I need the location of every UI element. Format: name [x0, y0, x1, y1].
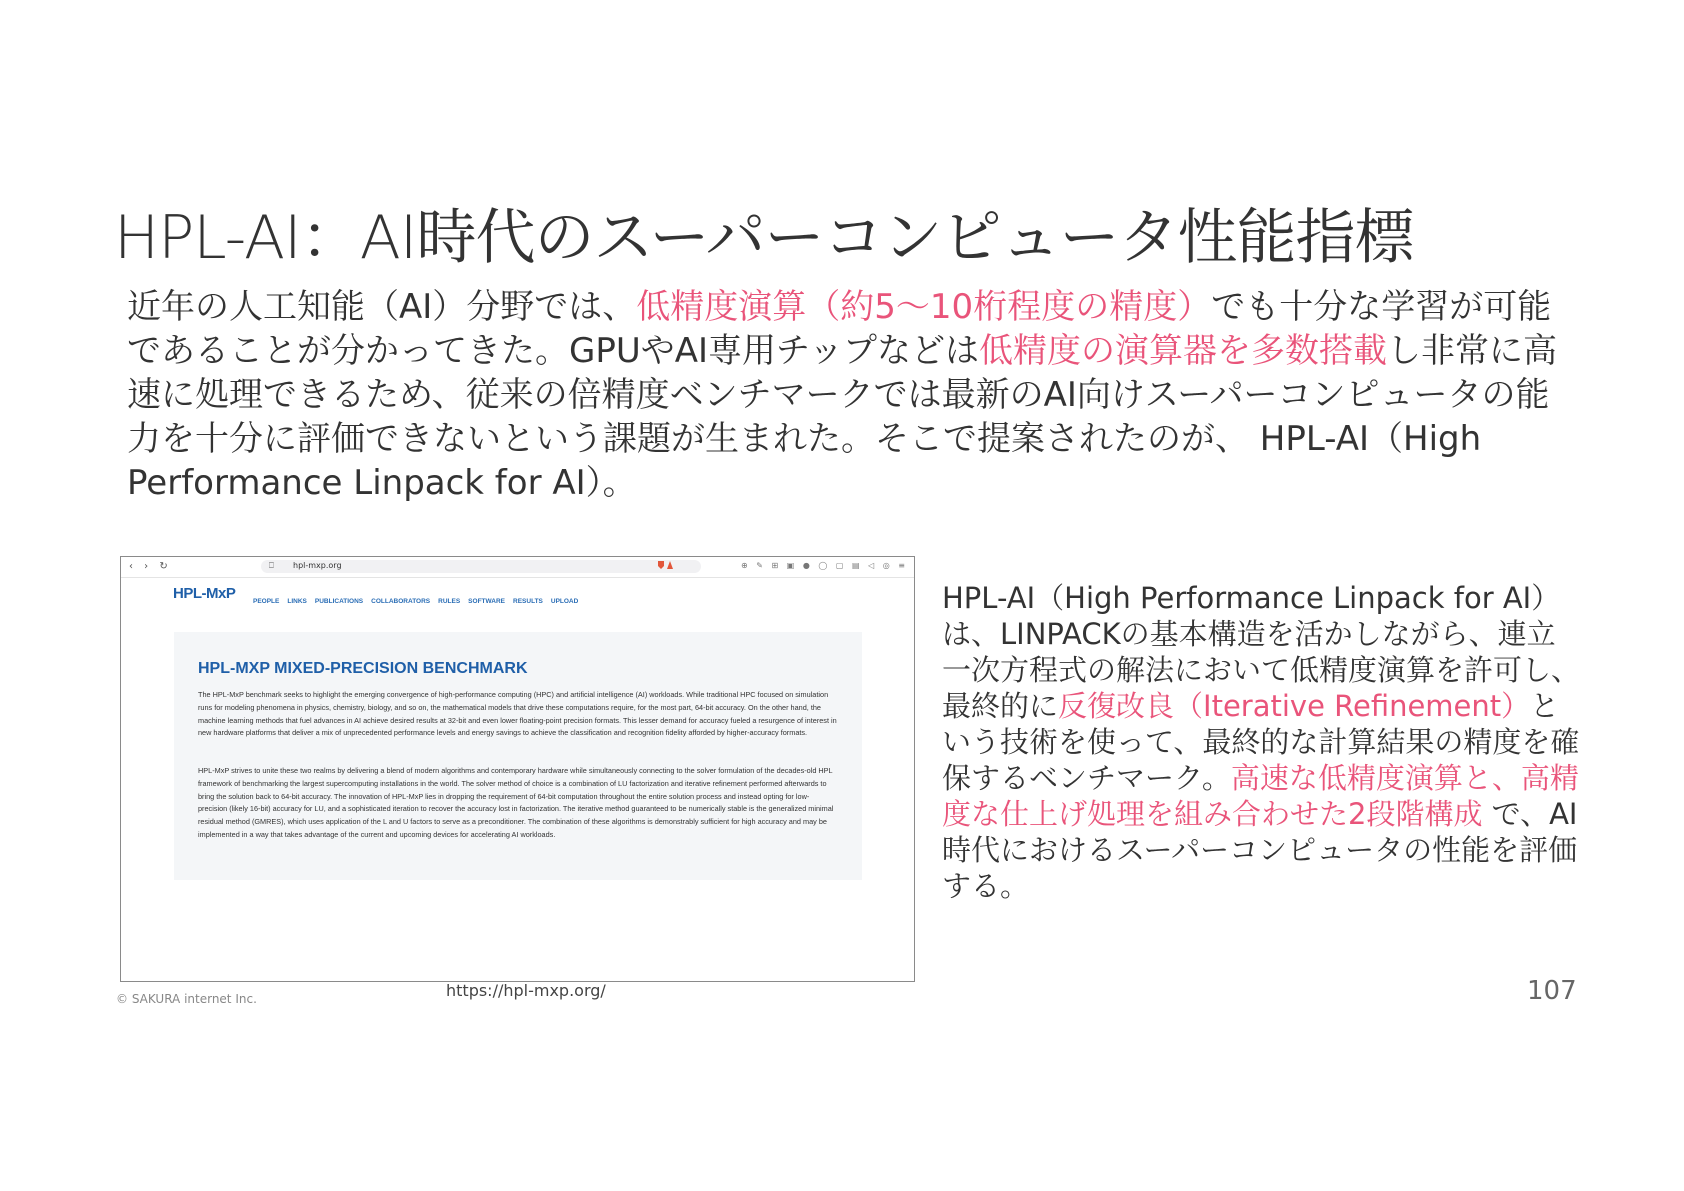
desc-text-1: HPL-AI（High Performance Linpack for AI）は、LINPACKの基本構造を活かしながら、連立一次方程式の解法において低精度演算を許可し、最終的に [942, 581, 1581, 723]
brave-shield-icon [657, 560, 675, 573]
card-paragraph-2: HPL-MxP strives to unite these two realms by delivering a blend of modern algorithms and contemporary hardware while simultaneously connecting to the solver formulation of the decades-old HPL framework of benchmarking the largest supercomputing installations in the world. The solver method of choice is a combination of LU factorization and iterative refinement performed afterwards to bring the solution back to 64-bit accuracy. The innovation of HPL-MxP lies in dropping the requirement of 64-bit computation throughout the entire solution process and instead opting for low-precision (likely 16-bit) accuracy for LU, and a sophisticated iteration to recover the accuracy lost in factorization. The iterative method guaranteed to be numerically stable is the generalized minimal residual method (GMRES), which uses application of the L and U factors to serve as a preconditioner. The combination of these algorithms is demonstrably sufficient for high accuracy and may be implemented in a way that takes advantage of the current and upcoming devices for accelerating AI workloads. [198, 766, 834, 839]
page-number: 107 [1527, 976, 1577, 1006]
slide-title: HPL-AI：AI時代のスーパーコンピュータ性能指標 [114, 203, 1414, 273]
nav-upload: UPLOAD [550, 598, 579, 605]
copyright: © SAKURA internet Inc. [116, 992, 257, 1006]
desc-highlight-2: 高速な低精度演算と、高精度な仕上げ処理を組み合わせた2段階構成 [942, 761, 1579, 831]
content-card [174, 632, 862, 880]
nav-links: LINKS [287, 598, 307, 605]
nav-rules: RULES [438, 598, 461, 605]
address-bar [261, 560, 701, 573]
desc-highlight-1: 反復改良（Iterative Refinement） [1058, 689, 1531, 723]
lead-highlight-1: 低精度演算（約5〜10桁程度の精度） [636, 287, 1212, 327]
desc-text-3: で、AI時代におけるスーパーコンピュータの性能を評価する。 [942, 797, 1578, 903]
card-paragraph-1: The HPL-MxP benchmark seeks to highlight the emerging convergence of high-performance computing (HPC) and artificial intelligence (AI) workloads. While traditional HPC focused on simulation runs for modeling phenomena in physics, chemistry, biology, and so on, the mathematical models that drive these computations require, for the most part, 64-bit accuracy. On the other hand, the machine learning methods that fuel advances in AI achieve desired results at 32-bit and even lower floating-point precision formats. This lesser demand for accuracy fueled a resurgence of interest in new hardware platforms that deliver a mix of unprecedented performance levels and energy savings to achieve the classification and recognition fidelity afforded by higher-accuracy formats. [198, 690, 837, 738]
lead-highlight-2: 低精度の演算器を多数搭載 [979, 331, 1387, 371]
address-url: hpl-mxp.org [293, 561, 342, 570]
nav-collaborators: COLLABORATORS [371, 598, 431, 605]
bookmark-icon: ⎕ [269, 561, 274, 570]
nav-publications: PUBLICATIONS [314, 598, 364, 605]
site-logo: HPL-MxP [173, 585, 236, 602]
nav-results: RESULTS [513, 598, 543, 605]
website-screenshot [120, 556, 915, 982]
lead-paragraph [127, 285, 1567, 505]
site-nav [253, 588, 586, 607]
nav-software: SOFTWARE [468, 598, 506, 605]
site-header [173, 583, 579, 607]
extension-icons: ⊕ ✎ ⊞ ▣ ● ◯ ▢ ▤ ◁ ◎ ≡ [741, 561, 908, 570]
desc-text-2: という技術を使って、最終的な計算結果の精度を確保するベンチマーク。 [942, 689, 1580, 795]
source-url: https://hpl-mxp.org/ [446, 981, 606, 1000]
lead-text-1: 近年の人工知能（AI）分野では、 [127, 287, 637, 327]
nav-people: PEOPLE [253, 598, 280, 605]
card-heading: HPL-MXP MIXED-PRECISION BENCHMARK [198, 660, 528, 677]
description-paragraph [942, 580, 1582, 904]
browser-nav-icons: ‹ › ↻ [129, 561, 172, 572]
lead-text-3: し非常に高速に処理できるため、従来の倍精度ベンチマークでは最新のAI向けスーパーコンピュータの能力を十分に評価できないという課題が生まれた。そこで提案されたのが、 HPL-AI（High Performance Linpack for AI）。 [127, 331, 1557, 503]
browser-toolbar [121, 557, 914, 578]
lead-text-2: でも十分な学習が可能であることが分かってきた。GPUやAI専用チップなどは [127, 287, 1552, 371]
